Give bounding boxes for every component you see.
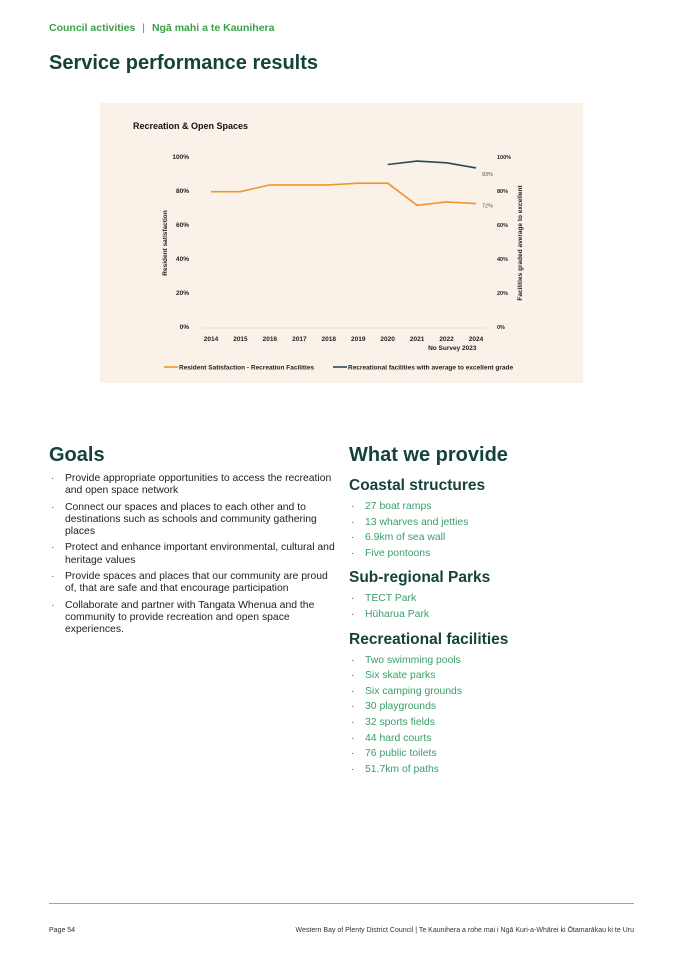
y-tick-left: 100% <box>172 154 189 161</box>
x-note-label: No Survey 2023 <box>428 345 477 352</box>
goal-item: · Provide appropriate opportunities to access the recreation and open space network <box>49 473 339 498</box>
y-tick-left: 40% <box>175 256 189 263</box>
list-item: · TECT Park <box>349 591 649 607</box>
series-end-label: 72% <box>482 203 494 210</box>
x-tick-label: 2020 <box>380 336 395 343</box>
coastal-structures-group <box>349 477 649 561</box>
list-item: · 51.7km of paths <box>349 762 649 778</box>
y-tick-left: 0% <box>179 324 189 331</box>
provide-heading: What we provide <box>349 444 508 466</box>
y-tick-left: 80% <box>175 188 189 195</box>
section-name-english: Council activities <box>49 22 136 34</box>
section-header <box>49 22 274 34</box>
page-number: Page 54 <box>49 927 76 934</box>
goals-list <box>49 473 339 637</box>
list-item: · 44 hard courts <box>349 731 649 747</box>
facilities-list <box>349 653 649 778</box>
x-tick-label: 2019 <box>350 336 366 343</box>
y-tick-right: 20% <box>497 291 509 297</box>
y-axis-title-right: Facilities graded average to excellent <box>517 185 524 301</box>
x-tick-label: 2022 <box>439 336 454 343</box>
recreational-facilities-group <box>349 631 649 778</box>
series-line-2 <box>388 161 476 168</box>
y-tick-left: 60% <box>175 222 189 229</box>
y-tick-right: 80% <box>497 189 509 195</box>
x-tick-label: 2024 <box>468 336 484 343</box>
series-line-1 <box>211 183 476 205</box>
coastal-list <box>349 499 649 561</box>
goal-item: · Connect our spaces and places to each other and to destinations such as schools and community gathering places <box>49 502 339 539</box>
chart-title: Recreation & Open Spaces <box>133 121 249 131</box>
list-item: · Hūharua Park <box>349 607 649 623</box>
footer-organisation: Western Bay of Plenty District Council | Te Kaunihera a rohe mai i Ngā Kuri-a-Whārei ki Ōtamarākau ki te Uru <box>295 927 634 934</box>
x-tick-label: 2018 <box>321 336 337 343</box>
x-tick-label: 2014 <box>203 336 219 343</box>
parks-list <box>349 591 649 622</box>
y-tick-right: 60% <box>497 223 509 229</box>
section-separator: | <box>142 22 146 34</box>
legend-label: Resident Satisfaction - Recreation Facilities <box>179 364 315 372</box>
goals-section <box>49 444 339 641</box>
list-item: · Five pontoons <box>349 546 649 562</box>
chart-panel <box>100 103 583 383</box>
list-item: · 27 boat ramps <box>349 499 649 515</box>
section-name-maori: Ngā mahi a te Kaunihera <box>151 22 275 34</box>
x-tick-label: 2016 <box>262 336 278 343</box>
y-tick-right: 0% <box>497 325 505 331</box>
sub-regional-parks-group <box>349 569 649 622</box>
goal-item: · Collaborate and partner with Tangata Whenua and the community to provide recreation and open space experiences. <box>49 600 339 637</box>
page-title: Service performance results <box>49 52 319 74</box>
x-tick-label: 2015 <box>233 336 248 343</box>
goals-heading: Goals <box>49 444 105 466</box>
list-item: · Two swimming pools <box>349 653 649 669</box>
legend-label: Recreational facilities with average to excellent grade <box>348 364 514 372</box>
group-title: Sub-regional Parks <box>349 569 491 587</box>
group-title: Coastal structures <box>349 477 486 494</box>
line-chart <box>100 103 583 383</box>
goal-item: · Protect and enhance important environmental, cultural and heritage values <box>49 542 339 567</box>
list-item: · Six skate parks <box>349 668 649 684</box>
list-item: · 30 playgrounds <box>349 699 649 715</box>
series-end-label: 93% <box>482 171 494 178</box>
y-tick-left: 20% <box>175 290 189 297</box>
x-tick-label: 2021 <box>409 336 425 343</box>
goal-item: · Provide spaces and places that our community are proud of, that are safe and that encourage participation <box>49 571 339 596</box>
y-tick-right: 100% <box>497 155 512 161</box>
list-item: · 32 sports fields <box>349 715 649 731</box>
list-item: · 76 public toilets <box>349 746 649 762</box>
y-axis-title-left: Resident satisfaction <box>162 210 169 276</box>
what-we-provide-section <box>349 444 649 785</box>
list-item: · 13 wharves and jetties <box>349 515 649 531</box>
list-item: · Six camping grounds <box>349 684 649 700</box>
x-tick-label: 2017 <box>292 336 307 343</box>
y-tick-right: 40% <box>497 257 509 263</box>
footer-divider <box>49 903 634 904</box>
group-title: Recreational facilities <box>349 630 509 648</box>
list-item: · 6.9km of sea wall <box>349 530 649 546</box>
